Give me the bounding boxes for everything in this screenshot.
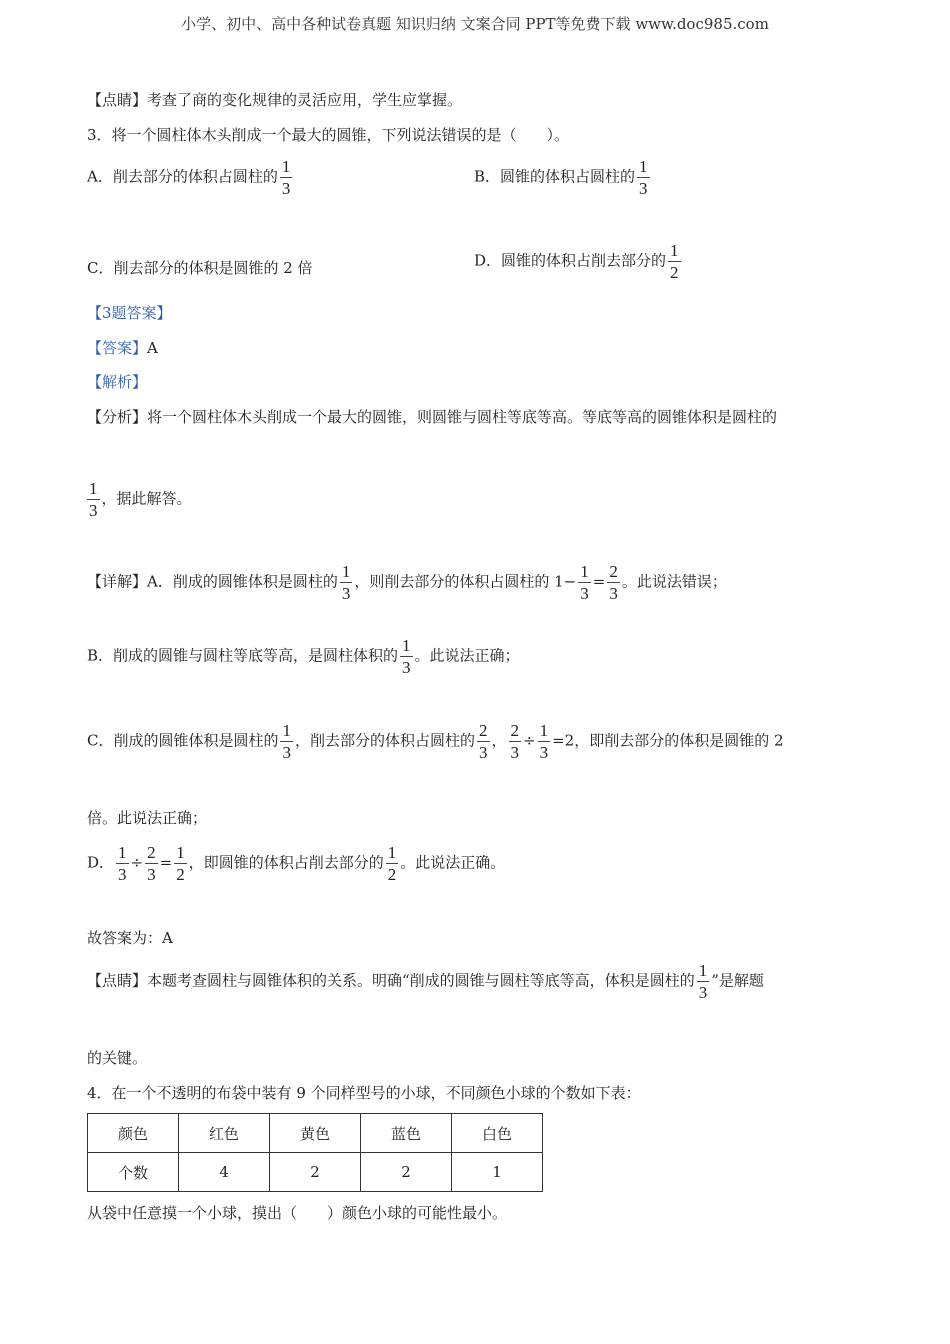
table-header-cell: 白色 <box>452 1114 543 1153</box>
table-row <box>88 1114 543 1153</box>
fraction: $\frac{2}{3}$ <box>609 562 618 603</box>
q3-option-d: D．圆锥的体积占削去部分的 $\frac{1}{2}$ <box>474 241 679 282</box>
table-cell: 2 <box>270 1153 361 1192</box>
fraction: $\frac{1}{2}$ <box>670 241 679 282</box>
color-count-table <box>87 1113 543 1192</box>
table-cell: 4 <box>179 1153 270 1192</box>
fraction: $\frac{1}{3}$ <box>282 721 291 762</box>
answer-line: 【答案】A <box>87 339 158 357</box>
page-header: 小学、初中、高中各种试卷真题 知识归纳 文案合同 PPT等免费下载 www.doc985.com <box>181 15 769 33</box>
fraction: $\frac{2}{3}$ <box>510 721 520 762</box>
table-header-cell: 红色 <box>179 1114 270 1153</box>
table-header-cell: 蓝色 <box>361 1114 452 1153</box>
fraction: $\frac{2}{3}$ <box>479 721 488 762</box>
fraction: $\frac{1}{3}$ <box>539 721 549 762</box>
note-cont: 的关键。 <box>87 1049 148 1067</box>
q3-option-b: B．圆锥的体积占圆柱的 $\frac{1}{3}$ <box>474 157 648 198</box>
detail-d: D． $\frac{1}{3}$ ÷ $\frac{2}{3}$ = $\frac{1}{2}$ ，即圆锥的体积占削去部分的 $\frac{1}{2}$ 。此说法正确。 <box>87 843 506 884</box>
analysis-heading: 【解析】 <box>87 373 148 391</box>
detail-a: 【详解】A．削成的圆锥体积是圆柱的 $\frac{1}{3}$ ，则削去部分的体积占圆柱的 1− $\frac{1}{3}$ = $\frac{2}{3}$ 。此说法错误； <box>87 562 727 603</box>
fraction: $\frac{1}{3}$ <box>698 961 708 1002</box>
fraction: $\frac{1}{3}$ <box>639 157 648 198</box>
q3-option-c: C．削去部分的体积是圆锥的 2 倍 <box>87 259 313 277</box>
fraction: $\frac{1}{3}$ <box>341 562 351 603</box>
note-line: 【点睛】本题考查圆柱与圆锥体积的关系。明确“削成的圆锥与圆柱等底等高，体积是圆柱的 $\frac{1}{3}$ ”是解题 <box>87 961 764 1002</box>
table-cell: 个数 <box>88 1153 179 1192</box>
fenxi-cont: $\frac{1}{3}$ ，据此解答。 <box>89 479 192 520</box>
table-header-cell: 黄色 <box>270 1114 361 1153</box>
q4-stem: 4．在一个不透明的布袋中装有 9 个同样型号的小球，不同颜色小球的个数如下表： <box>87 1084 641 1102</box>
table-cell: 1 <box>452 1153 543 1192</box>
fraction: $\frac{1}{3}$ <box>402 636 411 677</box>
fraction: $\frac{1}{2}$ <box>387 843 397 884</box>
fraction: $\frac{1}{3}$ <box>281 157 291 198</box>
detail-c-cont: 倍。此说法正确； <box>87 809 208 827</box>
fraction: $\frac{1}{3}$ <box>118 843 127 884</box>
fenxi-line: 【分析】将一个圆柱体木头削成一个最大的圆锥，则圆锥与圆柱等底等高。等底等高的圆锥体积是圆柱的 <box>87 408 778 426</box>
detail-c: C．削成的圆锥体积是圆柱的 $\frac{1}{3}$ ，削去部分的体积占圆柱的 $\frac{2}{3}$ ， $\frac{2}{3}$ ÷ $\frac{1}{3}$ =2，即削去部分的体积是圆锥的 2 <box>87 721 784 762</box>
table-header-cell: 颜色 <box>88 1114 179 1153</box>
q3-option-a: A．削去部分的体积占圆柱的 $\frac{1}{3}$ <box>87 157 291 198</box>
detail-b: B．削成的圆锥与圆柱等底等高，是圆柱体积的 $\frac{1}{3}$ 。此说法正确； <box>87 636 520 677</box>
fraction: $\frac{2}{3}$ <box>147 843 156 884</box>
q4-question: 从袋中任意摸一个小球，摸出（ ）颜色小球的可能性最小。 <box>87 1204 508 1222</box>
table-cell: 2 <box>361 1153 452 1192</box>
prev-comment: 【点睛】考查了商的变化规律的灵活应用，学生应掌握。 <box>87 91 463 109</box>
fraction: $\frac{1}{2}$ <box>176 843 185 884</box>
fraction: $\frac{1}{3}$ <box>580 562 589 603</box>
fraction: $\frac{1}{3}$ <box>89 479 98 520</box>
q3-stem: 3．将一个圆柱体木头削成一个最大的圆锥，下列说法错误的是（ ）。 <box>87 126 570 144</box>
table-row <box>88 1153 543 1192</box>
answer-section-title: 【3题答案】 <box>87 304 172 322</box>
conclusion: 故答案为：A <box>87 929 173 947</box>
